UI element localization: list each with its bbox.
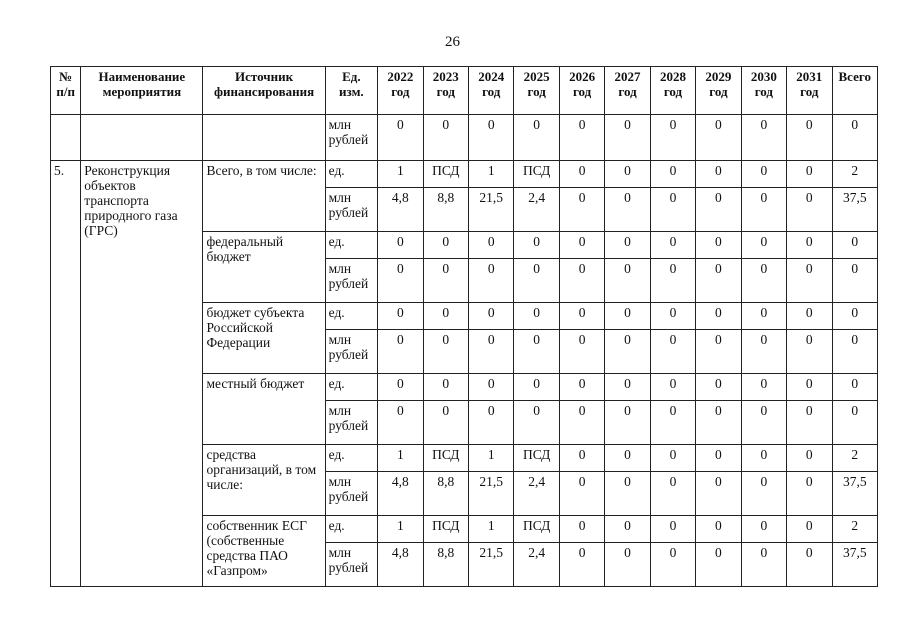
- value-cell: 0: [559, 445, 604, 472]
- value-cell: 0: [696, 472, 741, 516]
- value-cell: 0: [378, 330, 423, 374]
- value-cell: 0: [696, 259, 741, 303]
- source-cell: средства организаций, в том числе:: [203, 445, 325, 516]
- value-cell: 0: [423, 330, 468, 374]
- value-cell: ПСД: [423, 516, 468, 543]
- value-cell: 0: [559, 188, 604, 232]
- value-cell: 1: [378, 445, 423, 472]
- value-cell: 0: [514, 115, 559, 161]
- source-cell: собственник ЕСГ (собственные средства ПАО «Газпром»: [203, 516, 325, 587]
- value-cell: 0: [378, 374, 423, 401]
- value-cell: 0: [605, 472, 650, 516]
- header-year: 2031 год: [787, 67, 832, 115]
- value-cell: 0: [559, 543, 604, 587]
- unit-cell: ед.: [325, 374, 378, 401]
- value-cell: ПСД: [514, 516, 559, 543]
- value-cell: 0: [696, 232, 741, 259]
- value-cell: 0: [650, 259, 695, 303]
- value-cell: 0: [650, 516, 695, 543]
- header-year: 2023 год: [423, 67, 468, 115]
- value-cell: 1: [469, 445, 514, 472]
- value-cell: 0: [650, 472, 695, 516]
- value-cell: 0: [696, 330, 741, 374]
- unit-cell: млн рублей: [325, 330, 378, 374]
- value-cell: 0: [696, 374, 741, 401]
- value-cell: 0: [696, 401, 741, 445]
- item-number: 5.: [51, 161, 81, 587]
- value-cell: 2: [832, 161, 878, 188]
- value-cell: 1: [378, 161, 423, 188]
- value-cell: 0: [559, 472, 604, 516]
- value-cell: 0: [514, 401, 559, 445]
- name-cell: [81, 115, 203, 161]
- value-cell: 0: [469, 330, 514, 374]
- value-cell: 2: [832, 516, 878, 543]
- value-cell: 0: [832, 232, 878, 259]
- value-cell: 0: [650, 161, 695, 188]
- financing-table: [50, 66, 878, 587]
- unit-cell: млн рублей: [325, 259, 378, 303]
- value-cell: 0: [787, 232, 832, 259]
- value-cell: 0: [559, 115, 604, 161]
- value-cell: 0: [741, 259, 786, 303]
- value-cell: 0: [423, 303, 468, 330]
- value-cell: 0: [787, 401, 832, 445]
- value-cell: 0: [787, 259, 832, 303]
- unit-cell: ед.: [325, 232, 378, 259]
- source-cell: местный бюджет: [203, 374, 325, 445]
- header-year: 2028 год: [650, 67, 695, 115]
- value-cell: 0: [696, 115, 741, 161]
- value-cell: 0: [787, 330, 832, 374]
- value-cell: 0: [650, 115, 695, 161]
- value-cell: 0: [605, 516, 650, 543]
- value-cell: 8,8: [423, 543, 468, 587]
- value-cell: 0: [650, 330, 695, 374]
- value-cell: 0: [741, 115, 786, 161]
- value-cell: 0: [787, 516, 832, 543]
- unit-cell: ед.: [325, 516, 378, 543]
- value-cell: 4,8: [378, 472, 423, 516]
- value-cell: 0: [741, 472, 786, 516]
- value-cell: 0: [741, 188, 786, 232]
- unit-cell: млн рублей: [325, 543, 378, 587]
- header-row: [51, 67, 878, 115]
- value-cell: 1: [469, 516, 514, 543]
- value-cell: 0: [469, 303, 514, 330]
- continuation-row: [51, 115, 878, 161]
- value-cell: 0: [741, 374, 786, 401]
- value-cell: 0: [559, 374, 604, 401]
- value-cell: 0: [559, 232, 604, 259]
- header-name: Наименование мероприятия: [81, 67, 203, 115]
- value-cell: 0: [741, 161, 786, 188]
- value-cell: 0: [832, 401, 878, 445]
- value-cell: 0: [832, 115, 878, 161]
- value-cell: 0: [787, 374, 832, 401]
- header-year: 2022 год: [378, 67, 423, 115]
- value-cell: 21,5: [469, 472, 514, 516]
- value-cell: 0: [378, 115, 423, 161]
- header-year: 2029 год: [696, 67, 741, 115]
- value-cell: ПСД: [423, 445, 468, 472]
- value-cell: 0: [514, 374, 559, 401]
- value-cell: 0: [741, 303, 786, 330]
- value-cell: 0: [559, 401, 604, 445]
- header-unit: Ед. изм.: [325, 67, 378, 115]
- value-cell: 0: [650, 401, 695, 445]
- value-cell: 0: [469, 259, 514, 303]
- value-cell: 0: [559, 259, 604, 303]
- value-cell: 0: [605, 232, 650, 259]
- value-cell: 0: [605, 543, 650, 587]
- value-cell: 0: [650, 303, 695, 330]
- value-cell: 0: [787, 161, 832, 188]
- value-cell: 4,8: [378, 188, 423, 232]
- value-cell: 0: [605, 401, 650, 445]
- value-cell: 0: [605, 445, 650, 472]
- header-total: Всего: [832, 67, 878, 115]
- value-cell: 21,5: [469, 188, 514, 232]
- value-cell: 0: [514, 232, 559, 259]
- value-cell: 0: [514, 303, 559, 330]
- header-year: 2027 год: [605, 67, 650, 115]
- value-cell: 0: [650, 374, 695, 401]
- value-cell: 0: [378, 259, 423, 303]
- source-cell: бюджет субъекта Российской Федерации: [203, 303, 325, 374]
- source-cell: [203, 115, 325, 161]
- value-cell: 2,4: [514, 188, 559, 232]
- unit-cell: млн рублей: [325, 115, 378, 161]
- value-cell: 0: [423, 259, 468, 303]
- value-cell: ПСД: [423, 161, 468, 188]
- value-cell: 0: [605, 188, 650, 232]
- value-cell: 0: [696, 543, 741, 587]
- value-cell: 0: [605, 330, 650, 374]
- value-cell: 0: [605, 115, 650, 161]
- value-cell: 0: [378, 401, 423, 445]
- item-name: Реконструкция объектов транспорта природного газа (ГРС): [81, 161, 203, 587]
- value-cell: 0: [514, 259, 559, 303]
- value-cell: 2: [832, 445, 878, 472]
- value-cell: 0: [696, 303, 741, 330]
- value-cell: 0: [741, 232, 786, 259]
- value-cell: 37,5: [832, 543, 878, 587]
- value-cell: 0: [650, 188, 695, 232]
- value-cell: 4,8: [378, 543, 423, 587]
- value-cell: 0: [787, 188, 832, 232]
- value-cell: 0: [650, 445, 695, 472]
- value-cell: 37,5: [832, 188, 878, 232]
- value-cell: 0: [605, 259, 650, 303]
- unit-cell: млн рублей: [325, 472, 378, 516]
- value-cell: 0: [469, 401, 514, 445]
- value-cell: 0: [741, 445, 786, 472]
- value-cell: 0: [423, 115, 468, 161]
- value-cell: 0: [559, 161, 604, 188]
- unit-cell: ед.: [325, 161, 378, 188]
- unit-cell: млн рублей: [325, 188, 378, 232]
- value-cell: 0: [423, 401, 468, 445]
- value-cell: 0: [605, 161, 650, 188]
- unit-cell: ед.: [325, 445, 378, 472]
- value-cell: 0: [423, 232, 468, 259]
- value-cell: 8,8: [423, 188, 468, 232]
- value-cell: ПСД: [514, 161, 559, 188]
- value-cell: 0: [650, 543, 695, 587]
- value-cell: 0: [787, 472, 832, 516]
- value-cell: 2,4: [514, 543, 559, 587]
- value-cell: 0: [832, 303, 878, 330]
- header-num: № п/п: [51, 67, 81, 115]
- value-cell: 0: [469, 232, 514, 259]
- value-cell: 0: [741, 516, 786, 543]
- value-cell: 0: [696, 188, 741, 232]
- value-cell: 0: [741, 543, 786, 587]
- value-cell: 1: [378, 516, 423, 543]
- page-number: 26: [445, 34, 460, 50]
- unit-cell: ед.: [325, 303, 378, 330]
- unit-cell: млн рублей: [325, 401, 378, 445]
- value-cell: 0: [650, 232, 695, 259]
- value-cell: 0: [378, 303, 423, 330]
- value-cell: 0: [787, 115, 832, 161]
- value-cell: 0: [559, 303, 604, 330]
- header-year: 2025 год: [514, 67, 559, 115]
- value-cell: 0: [696, 445, 741, 472]
- value-cell: 0: [605, 374, 650, 401]
- value-cell: 0: [696, 516, 741, 543]
- value-cell: 2,4: [514, 472, 559, 516]
- header-year: 2024 год: [469, 67, 514, 115]
- value-cell: 0: [787, 543, 832, 587]
- table-row: [51, 161, 878, 188]
- value-cell: 0: [469, 115, 514, 161]
- value-cell: 21,5: [469, 543, 514, 587]
- value-cell: 0: [559, 516, 604, 543]
- value-cell: 0: [832, 259, 878, 303]
- value-cell: 1: [469, 161, 514, 188]
- value-cell: 0: [514, 330, 559, 374]
- value-cell: 0: [423, 374, 468, 401]
- header-source: Источник финансирования: [203, 67, 325, 115]
- value-cell: 0: [832, 374, 878, 401]
- value-cell: ПСД: [514, 445, 559, 472]
- value-cell: 0: [378, 232, 423, 259]
- value-cell: 0: [469, 374, 514, 401]
- value-cell: 0: [787, 303, 832, 330]
- header-year: 2030 год: [741, 67, 786, 115]
- header-year: 2026 год: [559, 67, 604, 115]
- value-cell: 0: [605, 303, 650, 330]
- value-cell: 8,8: [423, 472, 468, 516]
- value-cell: 0: [559, 330, 604, 374]
- value-cell: 0: [741, 401, 786, 445]
- value-cell: 0: [832, 330, 878, 374]
- value-cell: 0: [696, 161, 741, 188]
- source-cell: федеральный бюджет: [203, 232, 325, 303]
- num-cell: [51, 115, 81, 161]
- source-cell: Всего, в том числе:: [203, 161, 325, 232]
- value-cell: 37,5: [832, 472, 878, 516]
- value-cell: 0: [787, 445, 832, 472]
- value-cell: 0: [741, 330, 786, 374]
